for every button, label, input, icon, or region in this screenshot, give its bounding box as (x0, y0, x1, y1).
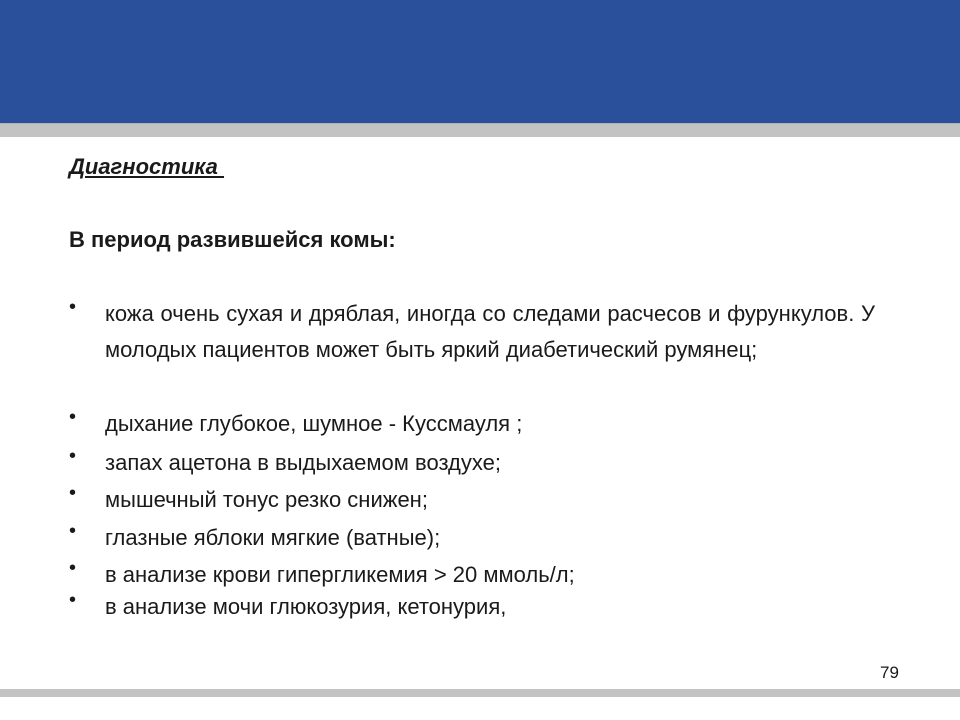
header-band (0, 0, 960, 123)
page-number: 79 (880, 663, 899, 682)
bullet-dot-icon: • (69, 445, 77, 467)
bullet-dot-icon: • (69, 296, 77, 318)
bullet-item (69, 445, 875, 481)
bullet-text: кожа очень сухая и дряблая, иногда со следами расчесов и фурункулов. У молодых пациентов может быть яркий диабетический румянец; (105, 301, 875, 362)
bullet-item (69, 557, 875, 593)
slide-title: Диагностика (69, 154, 225, 179)
bullet-item (69, 406, 875, 442)
bullet-item (69, 520, 875, 556)
bullet-item (69, 482, 875, 518)
bullet-dot-icon: • (69, 482, 77, 504)
bullet-item (69, 296, 875, 368)
slide-subtitle: В период развившейся комы: (69, 227, 396, 252)
bullet-text: в анализе мочи глюкозурия, кетонурия, (105, 594, 507, 619)
bullet-text: в анализе крови гипергликемия > 20 ммоль/л; (105, 562, 575, 587)
bullet-text: запах ацетона в выдыхаемом воздухе; (105, 450, 501, 475)
bullet-text: мышечный тонус резко снижен; (105, 487, 428, 512)
footer-divider (0, 689, 960, 697)
bullet-item (69, 589, 875, 625)
bullet-dot-icon: • (69, 557, 77, 579)
header-divider (0, 123, 960, 137)
bullet-dot-icon: • (69, 406, 77, 428)
bullet-text: глазные яблоки мягкие (ватные); (105, 525, 441, 550)
bullet-dot-icon: • (69, 589, 77, 611)
bullet-text: дыхание глубокое, шумное - Куссмауля ; (105, 411, 523, 436)
bullet-dot-icon: • (69, 520, 77, 542)
